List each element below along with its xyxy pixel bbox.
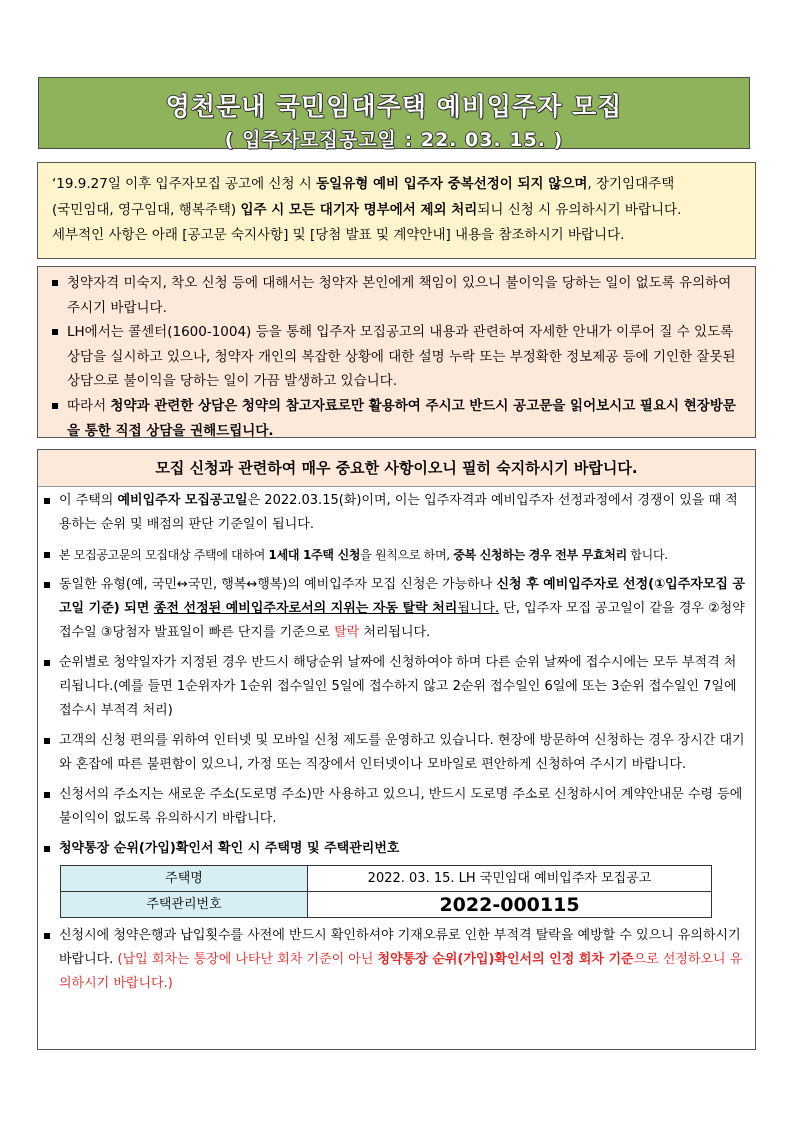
- note-emphasis: 예비입주자 모집공고일: [117, 493, 248, 508]
- housing-id-label: 주택관리번호: [61, 892, 308, 918]
- note-item: [42, 573, 747, 645]
- notice-box: [37, 162, 756, 259]
- page-title: 영천문내 국민임대주택 예비입주자 모집: [165, 92, 623, 121]
- note-red-text: 으로 선정하오니 유의하시기 바랍니다.): [59, 952, 743, 991]
- section-heading: 모집 신청과 관련하여 매우 중요한 사항이오니 필히 숙지하시기 바랍니다.: [38, 450, 755, 487]
- notice-line-3: 세부적인 사항은 아래 [공고문 숙지사항] 및 [당첨 발표 및 계약안내] 내용을 참조하시기 바랍니다.: [52, 227, 625, 243]
- note-text: 을 원칙으로 하며,: [360, 548, 454, 562]
- note-text: 은 2022.03.15(화)이며, 이는 입주자격과 예비입주자 선정과정에서 경쟁이 있을 때 적용하는 순위 및 배점의 판단 기준일이 됩니다.: [59, 493, 738, 532]
- warning-emphasis: 청약과 관련한 상담은 청약의 참고자료로만 활용하여 주시고 반드시 공고문을 읽어보시고 필요시 현장방문을 통한 직접 상담을 권해드립니다.: [67, 397, 736, 439]
- notice-emphasis: 입주 시 모든 대기자 명부에서 제외 처리: [240, 201, 478, 218]
- note-text: 신청시에 청약은행과 납입횟수를 사전에 반드시 확인하셔야 기재오류로 인한 부적격 탈락을 예방할 수 있으니 유의하시기 바랍니다.: [59, 928, 741, 967]
- warning-box: [37, 266, 756, 438]
- note-text: 본 모집공고문의 모집대상 주택에 대하여: [59, 548, 269, 562]
- notice-text: 되니 신청 시 유의하시기 바랍니다.: [477, 201, 682, 218]
- note-item: [42, 489, 747, 537]
- note-emphasis-underlined: 종전 선정된 예비입주자로서의 지위는 자동 탈락 처리: [153, 601, 458, 616]
- note-text: 단, 입주자 모집 공고일이 같을 경우 ②청약 접수일 ③당첨자 발표일이 빠른 단지를 기준으로: [59, 601, 745, 640]
- notice-text: , 장기임대주택: [587, 176, 675, 192]
- note-text: 이 주택의: [59, 493, 118, 508]
- note-item: 고객의 신청 편의를 위하여 인터넷 및 모바일 신청 제도를 운영하고 있습니다. 현장에 방문하여 신청하는 경우 장시간 대기와 혼잡에 따른 불편함이 있으니, 가정 또는 직장에서 인터넷이나 모바일로 편안하게 신청하여 주시기 바랍니다.: [42, 729, 747, 777]
- note-emphasis: 중복 신청하는 경우 전부 무효처리: [453, 548, 627, 562]
- notice-line-2: [52, 198, 743, 224]
- notice-line-1: [52, 172, 743, 198]
- warning-text: 따라서: [67, 397, 111, 414]
- table-row: [61, 866, 712, 892]
- section-body: [38, 487, 755, 996]
- note-text: 합니다.: [626, 548, 668, 562]
- housing-id-value: 2022-000115: [308, 892, 712, 918]
- warning-item: 청약자격 미숙지, 착오 신청 등에 대해서는 청약자 본인에게 책임이 있으니 불이익을 당하는 일이 없도록 유의하여 주시기 바랍니다.: [50, 271, 741, 320]
- warning-item: LH에서는 콜센터(1600-1004) 등을 통해 입주자 모집공고의 내용과 관련하여 자세한 안내가 이루어 질 수 있도록 상담을 실시하고 있으나, 청약자 개인의 복잡한 상황에 대한 설명 누락 또는 부정확한 정보제공 등에 기인한 잘못된 상담으로 불이익을 당하는 일이 가끔 발생하고 있습니다.: [50, 320, 741, 394]
- note-item: [42, 924, 747, 996]
- note-item: 신청서의 주소지는 새로운 주소(도로명 주소)만 사용하고 있으니, 반드시 도로명 주소로 신청하시어 계약안내문 수령 등에 불이익이 없도록 유의하시기 바랍니다.: [42, 783, 747, 831]
- important-notes-section: [37, 449, 756, 1050]
- notice-text: (국민임대, 영구임대, 행복주택): [52, 201, 241, 218]
- housing-name-value: 2022. 03. 15. LH 국민임대 예비입주자 모집공고: [308, 866, 712, 892]
- notice-emphasis: 동일유형 예비 입주자 중복선정이 되지 않으며: [316, 176, 588, 192]
- note-text: 됩니다.: [457, 601, 500, 616]
- notes-list: [42, 489, 747, 861]
- warning-item: [50, 394, 741, 443]
- warning-list: [50, 271, 741, 443]
- title-banner: [38, 77, 750, 149]
- note-red-text: 탈락: [334, 625, 360, 640]
- note-red-text: (납입 회차는 통장에 나타난 회차 기준이 아닌: [117, 952, 378, 967]
- housing-info-table: [60, 865, 712, 918]
- note-item: [42, 543, 747, 567]
- announcement-date: ( 입주자모집공고일 : 22. 03. 15. ): [224, 129, 564, 151]
- note-text: 동일한 유형(예, 국민↔국민, 행복↔행복)의 예비입주자 모집 신청은 가능하나: [59, 577, 497, 592]
- note-item: 순위별로 청약일자가 지정된 경우 반드시 해당순위 날짜에 신청하여야 하며 다른 순위 날짜에 접수시에는 모두 부적격 처리됩니다.(예를 들면 1순위자가 1순위 접수일인 5일에 접수하지 않고 2순위 접수일인 6일에 또는 3순위 접수일인 7일에 접수시 부적격 처리): [42, 651, 747, 723]
- note-emphasis: 1세대 1주택 신청: [268, 548, 361, 562]
- note-item: 청약통장 순위(가입)확인서 확인 시 주택명 및 주택관리번호: [42, 837, 747, 861]
- note-emphasis: 신청 후 예비입주자로 선정(①입주자모집 공고일 기준) 되면: [59, 577, 745, 616]
- housing-name-label: 주택명: [61, 866, 308, 892]
- table-row: [61, 892, 712, 918]
- note-red-emphasis: 청약통장 순위(가입)확인서의 인정 회차 기준: [377, 952, 634, 967]
- notice-text: ‘19.9.27일 이후 입주자모집 공고에 신청 시: [52, 176, 317, 192]
- note-text: 처리됩니다.: [359, 625, 431, 640]
- notes-list-continued: [42, 924, 747, 996]
